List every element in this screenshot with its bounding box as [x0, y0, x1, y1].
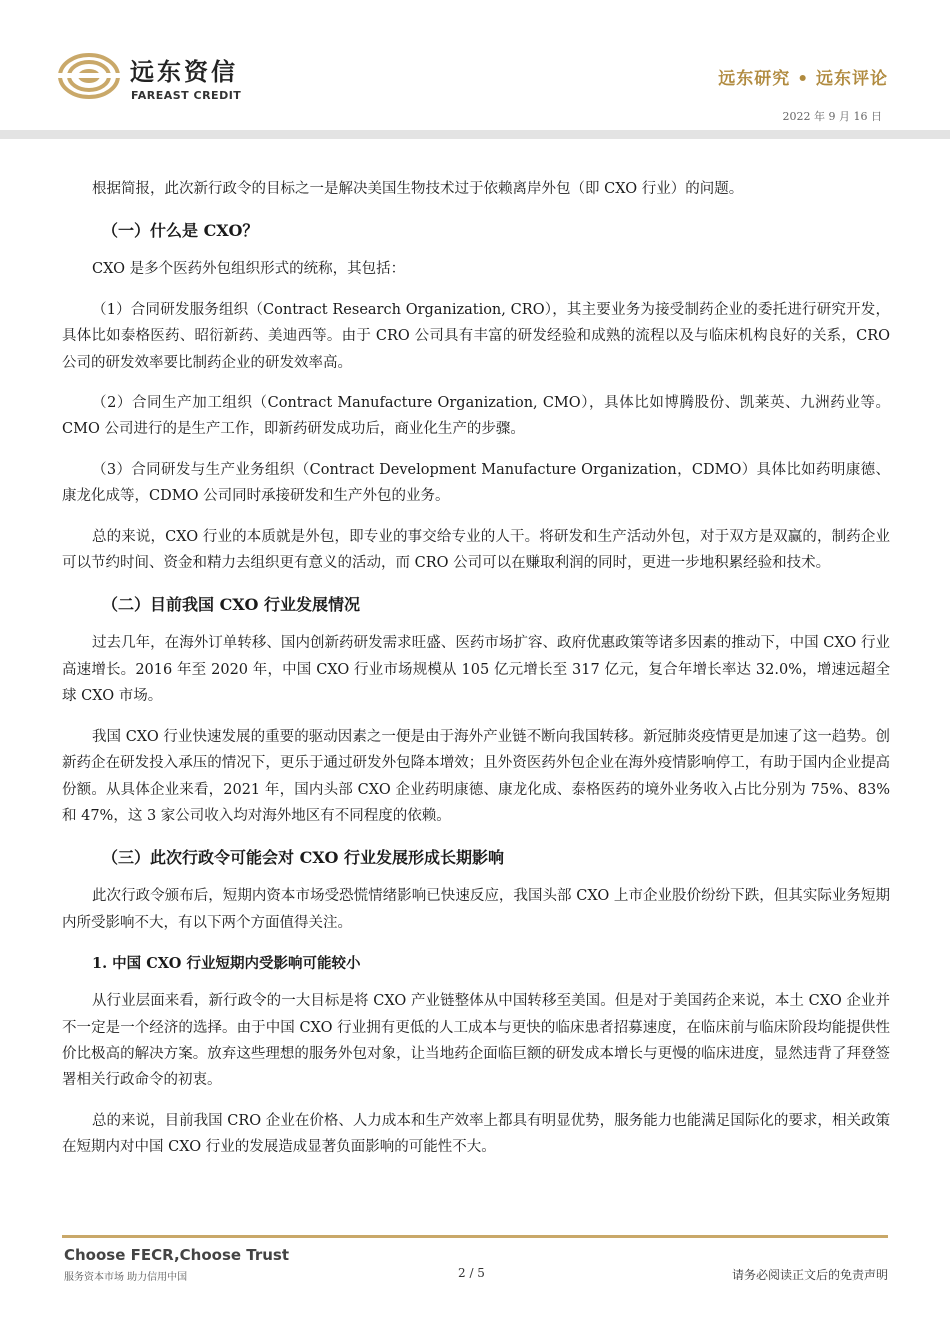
section-heading-development: （二）目前我国 CXO 行业发展情况: [102, 595, 360, 615]
footer-slogan: Choose FECR,Choose Trust: [64, 1246, 290, 1264]
subsection-heading: 1. 中国 CXO 行业短期内受影响可能较小: [92, 955, 361, 973]
paragraph: 总的来说，目前我国 CRO 企业在价格、人力成本和生产效率上都具有明显优势，服务能力也能满足国际化的要求，相关政策在短期内对中国 CXO 行业的发展造成显著负面影响的可能性不大。: [62, 1112, 890, 1156]
logo-english-name: FAREAST CREDIT: [131, 89, 242, 102]
page-number: 2 / 5: [458, 1266, 485, 1280]
footer-subtitle: 服务资本市场 助力信用中国: [64, 1272, 188, 1283]
page-header: [0, 0, 950, 140]
section-heading-impact: （三）此次行政令可能会对 CXO 行业发展形成长期影响: [102, 848, 504, 868]
footer-divider: [62, 1235, 888, 1238]
paragraph-cro: （1）合同研发服务组织（Contract Research Organization, CRO），其主要业务为接受制药企业的委托进行研究开发，具体比如泰格医药、昭衍新药、美迪西等。由于 CRO 公司具有丰富的研发经验和成熟的流程以及与临床机构良好的关系，CRO 公司的研发效率要比制药企业的研发效率高。: [62, 301, 890, 371]
disclaimer-note: 请务必阅读正文后的免责声明: [731, 1268, 888, 1282]
header-divider-band: [0, 130, 950, 139]
paragraph-cmo: （2）合同生产加工组织（Contract Manufacture Organization, CMO），具体比如博腾股份、凯莱英、九洲药业等。CMO 公司进行的是生产工作，即新药研发成功后，商业化生产的步骤。: [62, 395, 890, 438]
article-body: [62, 176, 890, 1175]
logo-chinese-name: 远东资信: [130, 58, 238, 86]
section-heading-what-is-cxo: （一）什么是 CXO？: [102, 221, 259, 241]
paragraph: 总的来说，CXO 行业的本质就是外包，即专业的事交给专业的人干。将研发和生产活动外包，对于双方是双赢的，制药企业可以节约时间、资金和精力去组织更有意义的活动，而 CRO 公司可以在赚取利润的同时，更进一步地积累经验和技术。: [62, 528, 890, 572]
brand-column-title: 远东研究 • 远东评论: [718, 69, 888, 89]
paragraph-cdmo: （3）合同研发与生产业务组织（Contract Development Manufacture Organization，CDMO）具体比如药明康德、康龙化成等，CDMO 公司同时承接研发和生产外包的业务。: [62, 461, 890, 505]
fareast-credit-logo-icon: [58, 52, 120, 100]
paragraph: 此次行政令颁布后，短期内资本市场受恐慌情绪影响已快速反应，我国头部 CXO 上市企业股价纷纷下跌，但其实际业务短期内所受影响不大，有以下两个方面值得关注。: [62, 888, 890, 931]
paragraph: 我国 CXO 行业快速发展的重要的驱动因素之一便是由于海外产业链不断向我国转移。新冠肺炎疫情更是加速了这一趋势。创新药企在研发投入承压的情况下，更乐于通过研发外包降本增效；且外资医药外包企业在海外疫情影响停工，有助于国内企业提高份额。从具体企业来看，2021 年，国内头部 CXO 企业药明康德、康龙化成、泰格医药的境外业务收入占比分别为 75%、83%和 47%，这 3 家公司收入均对海外地区有不同程度的依赖。: [62, 728, 890, 824]
paragraph: 过去几年，在海外订单转移、国内创新药研发需求旺盛、医药市场扩容、政府优惠政策等诸多因素的推动下，中国 CXO 行业高速增长。2016 年至 2020 年，中国 CXO 行业市场规模从 105 亿元增长至 317 亿元，复合年增长率达 32.0%，增速远超全球 CXO 市场。: [62, 635, 890, 705]
paragraph: 从行业层面来看，新行政令的一大目标是将 CXO 产业链整体从中国转移至美国。但是对于美国药企来说，本土 CXO 企业并不一定是一个经济的选择。由于中国 CXO 行业拥有更低的人工成本与更快的临床患者招募速度，在临床前与临床阶段均能提供性价比极高的解决方案。放弃这些理想的服务外包对象，让当地药企面临巨额的研发成本增长与更慢的临床进度，显然违背了拜登签署相关行政命令的初衷。: [62, 993, 890, 1089]
paragraph: CXO 是多个医药外包组织形式的统称，其包括：: [92, 261, 406, 278]
report-date: 2022 年 9 月 16 日: [782, 110, 882, 123]
intro-paragraph: 根据简报，此次新行政令的目标之一是解决美国生物技术过于依赖离岸外包（即 CXO 行业）的问题。: [92, 181, 744, 197]
